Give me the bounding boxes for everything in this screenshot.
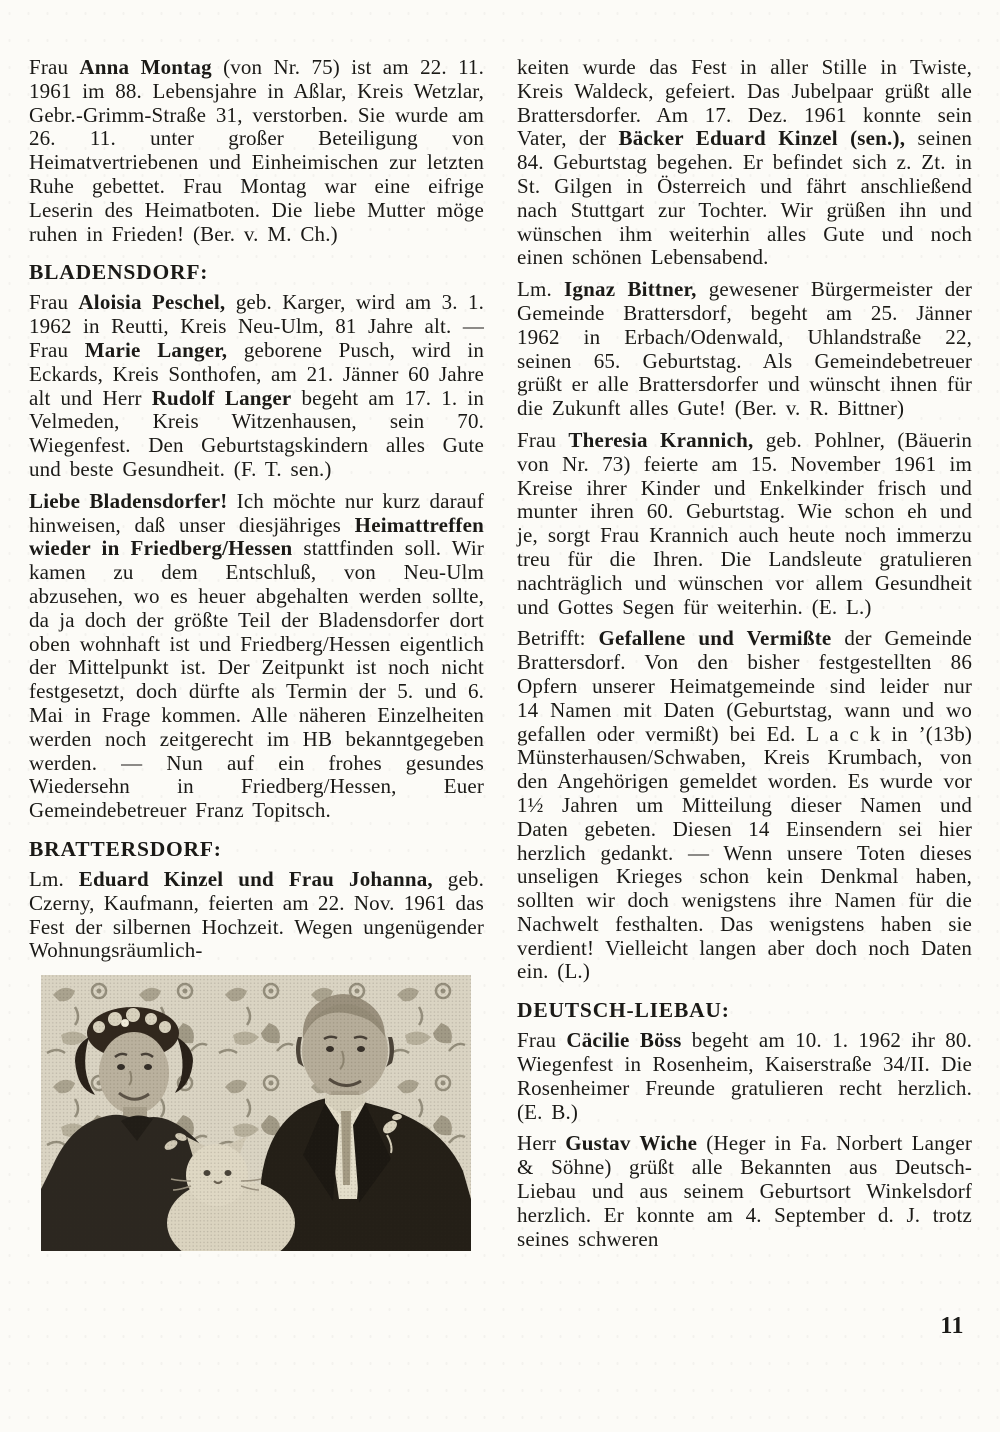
birthday-ignaz-bittner: Lm. Ignaz Bittner, gewesener Bürgermeister der Gemeinde Brattersdorf, begeht am 25. Jänner 1962 in Erbach/Odenwald, Uhlandstraße 22, seinen 65. Geburtstag. Als Gemeindebetreuer grüßt er alle Brattersdorfer und wünscht ihnen für die Zukunft alles Gute! (Ber. v. R. Bittner) [517,277,972,421]
silver-wedding-continued: keiten wurde das Fest in aller Stille in Twiste, Kreis Waldeck, gefeiert. Das Jubelpaar grüßt alle Brattersdorfer. Am 17. Dez. 1961 konnte sein Vater, der Bäcker Eduard Kinzel (sen.), seinen 84. Geburtstag begehen. Er befindet sich z. Zt. in St. Gilgen in Österreich und fährt anschließend nach Stuttgart zur Tochter. Wir grüßen ihn und wünschen ihm weiterhin alles Gute und noch einen schönen Lebensabend. [517,55,973,270]
obituary-anna-montag: Frau Anna Montag (von Nr. 75) ist am 22. 11. 1961 im 88. Lebensjahre in Aßlar, Kreis Wetzlar, Gebr.-Grimm-Straße 31, verstorben. Sie wurde am 26. 11. unter großer Beteiligung von Heimatvertriebenen und Einheimischen zur letzten Ruhe gebettet. Frau Montag war eine eifrige Leserin des Heimatboten. Die liebe Mutter möge ruhen in Frieden! (Ber. v. M. Ch.) [29,55,484,246]
page-number: 11 [940,1313,964,1339]
birthday-theresia-krannich: Frau Theresia Krannich, geb. Pohlner, (Bäuerin von Nr. 73) feierte am 15. November 1961 im Kreise ihrer Kinder und Enkelkinder frisch und munter ihren 60. Geburtstag. Wie schon eh und je, sorgt Frau Krannich auch heute noch immerzu treu für die Ihren. Die Landsleute gratulieren nachträglich und wünschen vor allem Gesundheit und Gottes Segen für weiterhin. (E. L.) [517,427,972,619]
notice-gefallene-vermisste: Betrifft: Gefallene und Vermißte der Gemeinde Brattersdorf. Von den bisher festgestellten 86 Opfern unserer Heimatgemeinde sind leider nur 14 Namen mit Daten (Geburtstag, wann und wo gefallen oder vermißt) bei Ed. L a c k in ’(13b) Münsterhausen/Schwaben, Kreis Krumbach, von den Angehörigen gemeldet worden. Es wurde vor 1½ Jahren um Mitteilung dieser Namen und Daten gebeten. Diesen 14 Einsendern sei hier herzlich gedankt. — Wenn unsere Toten dieses unseligen Krieges schon kein Denkmal haben, sollten wir doch wenigstens ihre Namen für die Nachwelt festhalten. Das wenigstens haben sie verdient! Vielleicht langen aber doch noch Daten ein. (L.) [517,626,972,984]
left-column [29,56,484,1251]
greeting-gustav-wiche: Herr Gustav Wiche (Heger in Fa. Norbert Langer & Söhne) grüßt alle Bekannten aus Deutsch-Liebau und aus seinem Geburtsort Winkelsdorf herzlich. Er konnte am 4. September d. J. trotz seines schweren [517,1131,972,1251]
halftone-photo-couple-with-cat [41,975,471,1251]
notice-heimattreffen: Liebe Bladensdorfer! Ich möchte nur kurz darauf hinweisen, daß unser diesjähriges Heimattreffen wieder in Friedberg/Hessen stattfinden soll. Wir kamen zu dem Entschluß, von Neu-Ulm abzusehen, wo es heuer abgehalten werden sollte, da ja doch der größte Teil der Bladensdorfer dort oben wohnhaft ist und Friedberg/Hessen eigentlich der Mittelpunkt ist. Der Zeitpunkt ist noch nicht festgesetzt, doch dürfte als Termin der 5. und 6. Mai in Frage kommen. Alle näheren Einzelheiten werden noch zeitgerecht im HB bekanntgegeben werden. — Nun auf ein frohes gesundes Wiedersehn in Friedberg/Hessen, Euer Gemeindebetreuer Franz Topitsch. [29,488,484,823]
silver-wedding-kinzel: Lm. Eduard Kinzel und Frau Johanna, geb. Czerny, Kaufmann, feierten am 22. Nov. 1961 das Fest der silbernen Hochzeit. Wegen ungenügender Wohnungsräumlich- [29,866,484,963]
section-heading-brattersdorf: BRATTERSDORF: [29,836,222,861]
halftone-overlay [41,975,471,1251]
right-column [517,56,972,1251]
section-heading-bladensdorf: BLADENSDORF: [29,260,209,285]
silver-wedding-photo [41,975,471,1251]
birthdays-bladensdorf: Frau Aloisia Peschel, geb. Karger, wird am 3. 1. 1962 in Reutti, Kreis Neu-Ulm, 81 Jahre alt. — Frau Marie Langer, geborene Pusch, wird in Eckards, Kreis Sonthofen, am 21. Jänner 60 Jahre alt und Herr Rudolf Langer begeht am 17. 1. in Velmeden, Kreis Witzenhausen, sein 70. Wiegenfest. Den Geburtstagskindern alles Gute und beste Gesundheit. (F. T. sen.) [29,290,484,481]
birthday-caecilie-boess: Frau Cäcilie Böss begeht am 10. 1. 1962 ihr 80. Wiegenfest in Rosenheim, Kaiserstraße 34/II. Die Rosenheimer Freunde gratulieren recht herzlich. (E. B.) [517,1028,972,1124]
section-heading-deutsch-liebau: DEUTSCH-LIEBAU: [517,998,730,1023]
